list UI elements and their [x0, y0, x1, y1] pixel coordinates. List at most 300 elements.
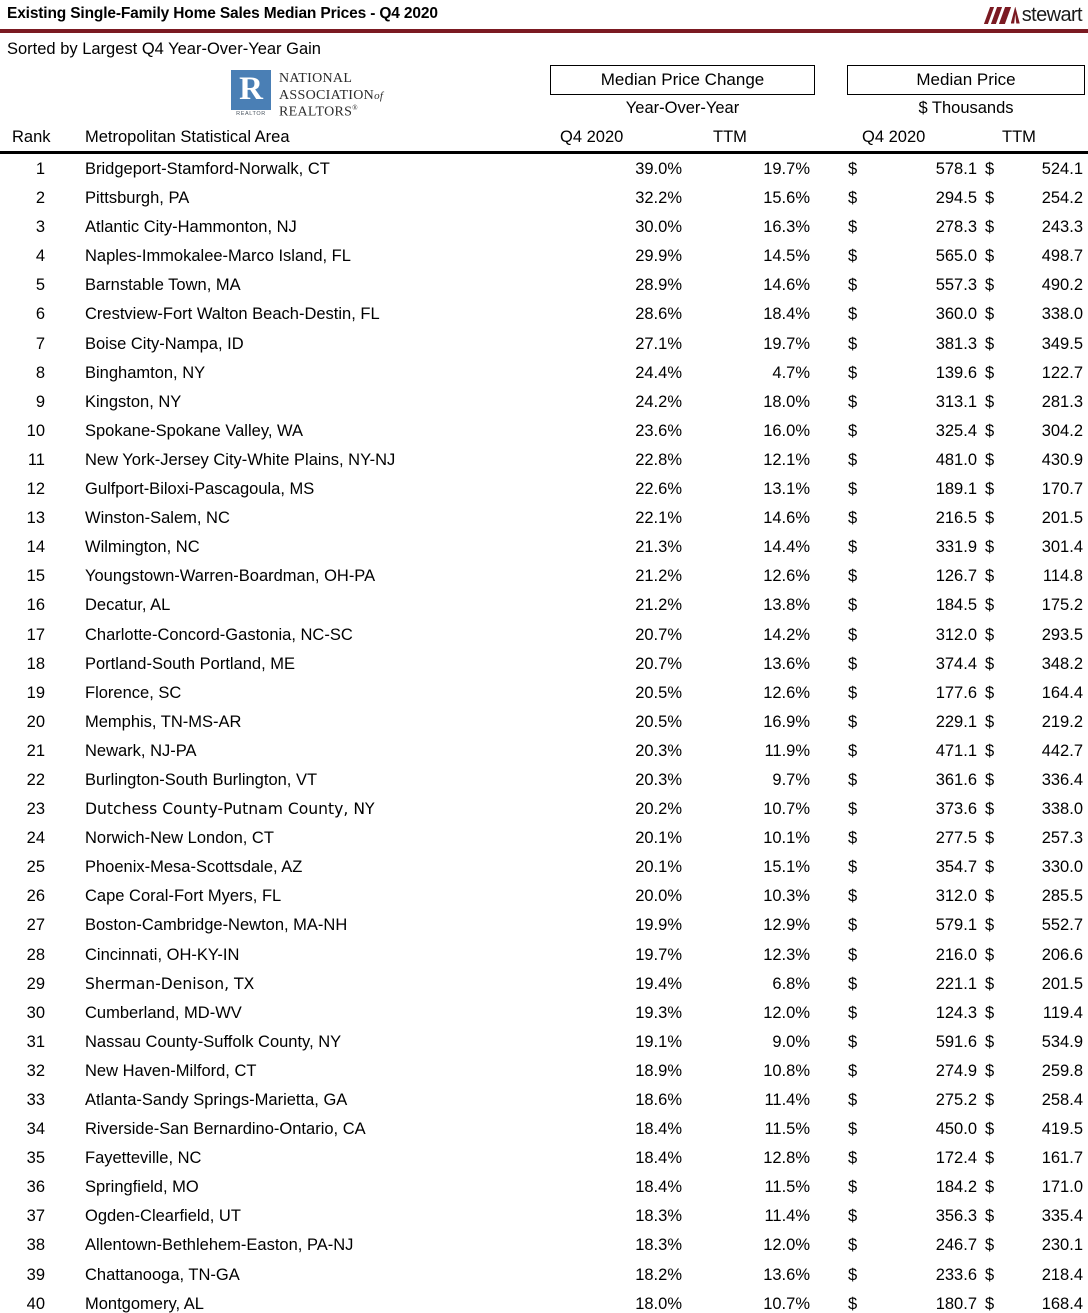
page-subtitle: Sorted by Largest Q4 Year-Over-Year Gain [7, 40, 321, 58]
cell-price-q4: 294.5 [935, 189, 977, 208]
cell-msa: Cape Coral-Fort Myers, FL [85, 887, 282, 906]
cell-msa: Cincinnati, OH-KY-IN [85, 945, 240, 964]
cell-price-q4: 246.7 [935, 1236, 977, 1255]
cell-change-q4: 29.9% [635, 247, 682, 266]
cell-dollar-sign-price-ttm: $ [985, 538, 995, 557]
table-row [0, 155, 1088, 184]
cell-msa: Barnstable Town, MA [85, 276, 241, 295]
cell-change-q4: 20.0% [635, 887, 682, 906]
cell-price-ttm: 119.4 [1042, 1003, 1083, 1022]
cell-change-q4: 20.7% [635, 625, 682, 644]
cell-dollar-sign-price-ttm: $ [985, 1265, 995, 1284]
cell-rank: 2 [35, 189, 45, 208]
cell-change-q4: 18.4% [635, 1149, 682, 1168]
cell-change-q4: 18.3% [635, 1207, 682, 1226]
cell-dollar-sign-price-ttm: $ [985, 1236, 995, 1255]
cell-msa: Dutchess County-Putnam County, NY [85, 800, 375, 819]
cell-change-ttm: 14.6% [763, 509, 810, 528]
cell-change-q4: 19.4% [635, 974, 682, 993]
table-row [0, 621, 1088, 650]
cell-change-ttm: 12.6% [763, 683, 810, 702]
nar-line-realtors [279, 104, 383, 121]
cell-msa: Boise City-Nampa, ID [85, 334, 244, 353]
cell-msa: Florence, SC [85, 683, 182, 702]
nar-registered-mark: ® [352, 104, 358, 113]
cell-price-q4: 557.3 [935, 276, 977, 295]
table-row [0, 911, 1088, 940]
cell-price-q4: 277.5 [935, 829, 977, 848]
cell-dollar-sign-price-q4: $ [848, 276, 858, 295]
cell-msa: Wilmington, NC [85, 538, 200, 557]
cell-dollar-sign-price-q4: $ [848, 450, 858, 469]
cell-change-q4: 19.9% [635, 916, 682, 935]
cell-price-ttm: 201.5 [1041, 974, 1083, 993]
cell-rank: 38 [26, 1236, 45, 1255]
table-row [0, 300, 1088, 329]
cell-change-ttm: 12.6% [763, 567, 810, 586]
table-row [0, 1028, 1088, 1057]
cell-rank: 11 [27, 450, 45, 469]
cell-dollar-sign-price-q4: $ [848, 654, 858, 673]
cell-price-q4: 216.5 [935, 509, 977, 528]
cell-msa: Portland-South Portland, ME [85, 654, 296, 673]
cell-change-q4: 24.2% [635, 392, 682, 411]
cell-change-ttm: 4.7% [772, 363, 810, 382]
cell-price-ttm: 201.5 [1041, 509, 1083, 528]
cell-dollar-sign-price-ttm: $ [985, 625, 995, 644]
cell-dollar-sign-price-q4: $ [848, 945, 858, 964]
cell-dollar-sign-price-q4: $ [848, 421, 858, 440]
cell-change-ttm: 14.5% [763, 247, 810, 266]
table-row [0, 737, 1088, 766]
cell-dollar-sign-price-q4: $ [848, 800, 858, 819]
table-row [0, 213, 1088, 242]
table-row [0, 475, 1088, 504]
cell-dollar-sign-price-ttm: $ [985, 712, 995, 731]
nar-r-glyph: R [239, 70, 263, 107]
cell-price-ttm: 114.8 [1042, 567, 1083, 586]
cell-msa: Ogden-Clearfield, UT [85, 1207, 241, 1226]
table-row [0, 271, 1088, 300]
table-row [0, 1086, 1088, 1115]
table-row [0, 853, 1088, 882]
column-header-msa: Metropolitan Statistical Area [85, 128, 290, 146]
cell-price-ttm: 498.7 [1041, 247, 1083, 266]
cell-dollar-sign-price-ttm: $ [985, 829, 995, 848]
cell-price-q4: 278.3 [935, 218, 977, 237]
cell-price-ttm: 281.3 [1041, 392, 1083, 411]
cell-change-ttm: 12.8% [763, 1149, 810, 1168]
cell-rank: 17 [26, 625, 45, 644]
cell-msa: Naples-Immokalee-Marco Island, FL [85, 247, 351, 266]
cell-price-q4: 312.0 [935, 887, 977, 906]
cell-msa: New York-Jersey City-White Plains, NY-NJ [85, 450, 396, 469]
cell-dollar-sign-price-q4: $ [848, 538, 858, 557]
cell-rank: 3 [35, 218, 45, 237]
cell-change-q4: 21.2% [635, 567, 682, 586]
cell-change-q4: 24.4% [635, 363, 682, 382]
table-row [0, 1057, 1088, 1086]
nar-line-association [279, 88, 383, 105]
cell-change-q4: 18.3% [635, 1236, 682, 1255]
cell-msa: Gulfport-Biloxi-Pascagoula, MS [85, 480, 315, 499]
nar-of-text: of [374, 89, 384, 102]
cell-dollar-sign-price-q4: $ [848, 334, 858, 353]
cell-msa: Pittsburgh, PA [85, 189, 190, 208]
cell-dollar-sign-price-ttm: $ [985, 392, 995, 411]
cell-rank: 39 [26, 1265, 45, 1284]
cell-dollar-sign-price-q4: $ [848, 1003, 858, 1022]
cell-rank: 35 [26, 1149, 45, 1168]
cell-price-ttm: 285.5 [1041, 887, 1083, 906]
cell-msa: Cumberland, MD-WV [85, 1003, 242, 1022]
cell-rank: 1 [35, 160, 45, 178]
cell-price-q4: 313.1 [935, 392, 977, 411]
cell-price-q4: 325.4 [935, 421, 977, 440]
nar-wordmark [279, 70, 383, 121]
stewart-bars-icon [987, 7, 1021, 24]
cell-price-q4: 274.9 [935, 1061, 977, 1080]
column-header-change-ttm: TTM [713, 128, 747, 146]
cell-rank: 24 [26, 829, 45, 848]
cell-change-ttm: 11.5% [764, 1178, 810, 1197]
cell-price-q4: 354.7 [935, 858, 977, 877]
cell-change-ttm: 14.4% [763, 538, 810, 557]
cell-change-q4: 27.1% [635, 334, 682, 353]
cell-price-q4: 591.6 [935, 1032, 977, 1051]
cell-dollar-sign-price-ttm: $ [985, 1294, 995, 1313]
cell-price-ttm: 301.4 [1041, 538, 1083, 557]
column-header-rank: Rank [12, 128, 51, 146]
cell-change-q4: 18.0% [635, 1294, 682, 1313]
cell-change-ttm: 12.0% [763, 1003, 810, 1022]
cell-rank: 16 [26, 596, 45, 615]
cell-msa: Allentown-Bethlehem-Easton, PA-NJ [85, 1236, 354, 1255]
cell-change-q4: 19.7% [635, 945, 682, 964]
cell-dollar-sign-price-ttm: $ [985, 189, 995, 208]
cell-dollar-sign-price-ttm: $ [985, 160, 995, 178]
cell-change-ttm: 15.1% [763, 858, 810, 877]
cell-msa: Montgomery, AL [85, 1294, 204, 1313]
cell-price-ttm: 293.5 [1041, 625, 1083, 644]
cell-rank: 7 [35, 334, 45, 353]
cell-change-ttm: 16.9% [763, 712, 810, 731]
cell-change-q4: 20.2% [635, 800, 682, 819]
table-row [0, 795, 1088, 824]
cell-dollar-sign-price-q4: $ [848, 218, 858, 237]
cell-price-ttm: 218.4 [1041, 1265, 1083, 1284]
cell-rank: 4 [35, 247, 45, 266]
cell-dollar-sign-price-ttm: $ [985, 1178, 995, 1197]
cell-dollar-sign-price-ttm: $ [985, 450, 995, 469]
table-row [0, 591, 1088, 620]
cell-change-ttm: 11.5% [764, 1120, 810, 1139]
cell-dollar-sign-price-q4: $ [848, 916, 858, 935]
cell-dollar-sign-price-q4: $ [848, 1120, 858, 1139]
cell-rank: 10 [26, 421, 45, 440]
cell-price-ttm: 430.9 [1041, 450, 1083, 469]
table-row [0, 446, 1088, 475]
cell-price-q4: 126.7 [935, 567, 977, 586]
cell-dollar-sign-price-ttm: $ [985, 916, 995, 935]
cell-change-q4: 22.8% [635, 450, 682, 469]
cell-rank: 32 [26, 1061, 45, 1080]
cell-dollar-sign-price-ttm: $ [985, 1091, 995, 1109]
cell-dollar-sign-price-q4: $ [848, 741, 858, 760]
cell-dollar-sign-price-q4: $ [848, 858, 858, 877]
cell-msa: Chattanooga, TN-GA [85, 1265, 240, 1284]
table-row [0, 824, 1088, 853]
cell-price-q4: 471.1 [935, 741, 977, 760]
cell-dollar-sign-price-q4: $ [848, 596, 858, 615]
nar-logo [231, 70, 403, 120]
cell-price-ttm: 258.4 [1041, 1091, 1083, 1109]
cell-price-q4: 361.6 [935, 770, 977, 789]
cell-price-q4: 331.9 [935, 538, 977, 557]
cell-change-ttm: 11.9% [764, 741, 810, 760]
cell-dollar-sign-price-ttm: $ [985, 480, 995, 499]
cell-price-ttm: 335.4 [1041, 1207, 1083, 1226]
cell-dollar-sign-price-q4: $ [848, 1294, 858, 1313]
column-header-price-q4: Q4 2020 [862, 128, 926, 146]
cell-dollar-sign-price-ttm: $ [985, 1061, 995, 1080]
cell-change-q4: 20.3% [635, 770, 682, 789]
cell-dollar-sign-price-q4: $ [848, 1032, 858, 1051]
cell-change-q4: 28.6% [635, 305, 682, 324]
cell-rank: 6 [35, 305, 45, 324]
cell-price-q4: 450.0 [935, 1120, 977, 1139]
table-row [0, 388, 1088, 417]
cell-change-q4: 18.6% [635, 1091, 682, 1109]
cell-change-ttm: 11.4% [764, 1207, 810, 1226]
cell-msa: Phoenix-Mesa-Scottsdale, AZ [85, 858, 303, 877]
cell-msa: New Haven-Milford, CT [85, 1061, 257, 1080]
cell-price-q4: 565.0 [935, 247, 977, 266]
cell-dollar-sign-price-ttm: $ [985, 218, 995, 237]
cell-change-q4: 19.3% [635, 1003, 682, 1022]
data-table [0, 155, 1088, 1313]
cell-rank: 20 [26, 712, 45, 731]
cell-rank: 12 [26, 480, 45, 499]
cell-rank: 31 [26, 1032, 45, 1051]
cell-change-ttm: 14.2% [763, 625, 810, 644]
cell-msa: Riverside-San Bernardino-Ontario, CA [85, 1120, 366, 1139]
cell-change-ttm: 12.1% [763, 450, 810, 469]
cell-dollar-sign-price-q4: $ [848, 160, 858, 178]
cell-dollar-sign-price-ttm: $ [985, 1149, 995, 1168]
cell-price-q4: 139.6 [935, 363, 977, 382]
table-row [0, 242, 1088, 271]
cell-change-q4: 20.7% [635, 654, 682, 673]
cell-change-q4: 21.3% [635, 538, 682, 557]
cell-msa: Atlanta-Sandy Springs-Marietta, GA [85, 1091, 348, 1109]
cell-msa: Fayetteville, NC [85, 1149, 202, 1168]
cell-price-q4: 216.0 [935, 945, 977, 964]
nar-line-national: NATIONAL [279, 71, 353, 86]
table-row [0, 882, 1088, 911]
cell-change-ttm: 13.6% [763, 1265, 810, 1284]
cell-change-ttm: 19.7% [763, 334, 810, 353]
cell-price-q4: 579.1 [935, 916, 977, 935]
column-header-change-q4: Q4 2020 [560, 128, 624, 146]
cell-msa: Springfield, MO [85, 1178, 199, 1197]
cell-msa: Winston-Salem, NC [85, 509, 230, 528]
cell-price-q4: 312.0 [935, 625, 977, 644]
cell-change-ttm: 10.3% [763, 887, 810, 906]
cell-price-q4: 275.2 [935, 1091, 977, 1109]
title-divider-rule [0, 29, 1088, 33]
cell-price-q4: 233.6 [935, 1265, 977, 1284]
nar-badge-icon [231, 70, 271, 120]
cell-price-ttm: 338.0 [1041, 305, 1083, 324]
cell-rank: 29 [26, 974, 45, 993]
cell-price-q4: 221.1 [935, 974, 977, 993]
cell-dollar-sign-price-ttm: $ [985, 974, 995, 993]
cell-price-q4: 374.4 [935, 654, 977, 673]
cell-price-ttm: 336.4 [1041, 770, 1083, 789]
table-row [0, 766, 1088, 795]
cell-dollar-sign-price-q4: $ [848, 392, 858, 411]
cell-msa: Crestview-Fort Walton Beach-Destin, FL [85, 305, 380, 324]
cell-msa: Youngstown-Warren-Boardman, OH-PA [85, 567, 376, 586]
cell-dollar-sign-price-q4: $ [848, 1061, 858, 1080]
cell-msa: Norwich-New London, CT [85, 829, 274, 848]
cell-dollar-sign-price-ttm: $ [985, 858, 995, 877]
table-row [0, 679, 1088, 708]
cell-price-ttm: 552.7 [1041, 916, 1083, 935]
cell-change-ttm: 9.7% [772, 770, 810, 789]
nar-association-text: ASSOCIATION [279, 87, 375, 103]
cell-msa: Spokane-Spokane Valley, WA [85, 421, 303, 440]
header-bottom-rule [0, 151, 1088, 154]
cell-rank: 18 [26, 654, 45, 673]
cell-price-ttm: 349.5 [1041, 334, 1083, 353]
cell-price-ttm: 254.2 [1041, 189, 1083, 208]
cell-change-ttm: 19.7% [763, 160, 810, 178]
cell-rank: 13 [26, 509, 45, 528]
cell-price-q4: 184.5 [935, 596, 977, 615]
cell-dollar-sign-price-q4: $ [848, 189, 858, 208]
cell-msa: Bridgeport-Stamford-Norwalk, CT [85, 160, 330, 178]
cell-change-q4: 20.5% [635, 712, 682, 731]
cell-price-ttm: 257.3 [1041, 829, 1083, 848]
cell-price-ttm: 171.0 [1041, 1178, 1083, 1197]
cell-dollar-sign-price-q4: $ [848, 1149, 858, 1168]
table-row [0, 562, 1088, 591]
cell-price-q4: 578.1 [935, 160, 977, 178]
cell-change-q4: 30.0% [635, 218, 682, 237]
cell-change-ttm: 15.6% [763, 189, 810, 208]
cell-price-q4: 180.7 [935, 1294, 977, 1313]
header-group-median-price: Median Price [847, 65, 1085, 95]
cell-change-ttm: 6.8% [772, 974, 810, 993]
cell-dollar-sign-price-ttm: $ [985, 509, 995, 528]
cell-price-ttm: 348.2 [1041, 654, 1083, 673]
cell-price-ttm: 442.7 [1041, 741, 1083, 760]
cell-dollar-sign-price-ttm: $ [985, 363, 995, 382]
cell-dollar-sign-price-ttm: $ [985, 596, 995, 615]
cell-dollar-sign-price-ttm: $ [985, 567, 995, 586]
cell-dollar-sign-price-ttm: $ [985, 334, 995, 353]
cell-price-ttm: 122.7 [1041, 363, 1083, 382]
header-sub-dollar-thousands: $ Thousands [918, 99, 1014, 117]
cell-price-ttm: 230.1 [1041, 1236, 1083, 1255]
cell-change-q4: 22.1% [635, 509, 682, 528]
cell-change-q4: 18.9% [635, 1061, 682, 1080]
cell-change-ttm: 13.6% [763, 654, 810, 673]
cell-dollar-sign-price-ttm: $ [985, 421, 995, 440]
cell-change-q4: 18.4% [635, 1178, 682, 1197]
cell-dollar-sign-price-q4: $ [848, 770, 858, 789]
cell-change-ttm: 18.0% [763, 392, 810, 411]
cell-change-ttm: 10.7% [763, 800, 810, 819]
cell-rank: 26 [26, 887, 45, 906]
cell-msa: Binghamton, NY [85, 363, 206, 382]
cell-dollar-sign-price-q4: $ [848, 480, 858, 499]
cell-change-ttm: 13.1% [763, 480, 810, 499]
cell-change-ttm: 10.7% [763, 1294, 810, 1313]
cell-dollar-sign-price-q4: $ [848, 625, 858, 644]
cell-dollar-sign-price-ttm: $ [985, 1003, 995, 1022]
cell-price-q4: 172.4 [935, 1149, 977, 1168]
cell-change-q4: 20.3% [635, 741, 682, 760]
cell-rank: 9 [35, 392, 45, 411]
cell-dollar-sign-price-ttm: $ [985, 305, 995, 324]
cell-price-ttm: 206.6 [1041, 945, 1083, 964]
cell-dollar-sign-price-ttm: $ [985, 654, 995, 673]
cell-dollar-sign-price-ttm: $ [985, 1120, 995, 1139]
cell-price-q4: 481.0 [935, 450, 977, 469]
cell-rank: 14 [26, 538, 45, 557]
cell-msa: Burlington-South Burlington, VT [85, 770, 318, 789]
cell-price-q4: 373.6 [935, 800, 977, 819]
cell-dollar-sign-price-q4: $ [848, 712, 858, 731]
cell-change-q4: 22.6% [635, 480, 682, 499]
cell-price-q4: 356.3 [935, 1207, 977, 1226]
cell-rank: 36 [26, 1178, 45, 1197]
page-title: Existing Single-Family Home Sales Median Prices - Q4 2020 [7, 5, 438, 22]
cell-msa: Sherman-Denison, TX [85, 974, 255, 993]
cell-change-q4: 23.6% [635, 421, 682, 440]
cell-dollar-sign-price-q4: $ [848, 1265, 858, 1284]
cell-msa: Decatur, AL [85, 596, 171, 615]
cell-dollar-sign-price-ttm: $ [985, 945, 995, 964]
cell-dollar-sign-price-q4: $ [848, 829, 858, 848]
cell-price-ttm: 161.7 [1041, 1149, 1083, 1168]
cell-change-ttm: 10.1% [763, 829, 810, 848]
cell-change-q4: 32.2% [635, 189, 682, 208]
cell-rank: 37 [26, 1207, 45, 1226]
cell-rank: 15 [26, 567, 45, 586]
cell-change-q4: 18.2% [635, 1265, 682, 1284]
cell-rank: 22 [26, 770, 45, 789]
cell-msa: Charlotte-Concord-Gastonia, NC-SC [85, 625, 353, 644]
cell-dollar-sign-price-q4: $ [848, 887, 858, 906]
cell-dollar-sign-price-ttm: $ [985, 800, 995, 819]
cell-change-ttm: 14.6% [763, 276, 810, 295]
table-row [0, 1144, 1088, 1173]
stewart-logo [987, 4, 1082, 26]
nar-realtors-text: REALTORS [279, 104, 353, 120]
cell-price-ttm: 219.2 [1041, 712, 1083, 731]
cell-dollar-sign-price-q4: $ [848, 974, 858, 993]
table-row [0, 533, 1088, 562]
cell-price-q4: 184.2 [935, 1178, 977, 1197]
cell-rank: 23 [26, 800, 45, 819]
cell-change-ttm: 13.8% [763, 596, 810, 615]
cell-msa: Boston-Cambridge-Newton, MA-NH [85, 916, 348, 935]
cell-rank: 28 [26, 945, 45, 964]
